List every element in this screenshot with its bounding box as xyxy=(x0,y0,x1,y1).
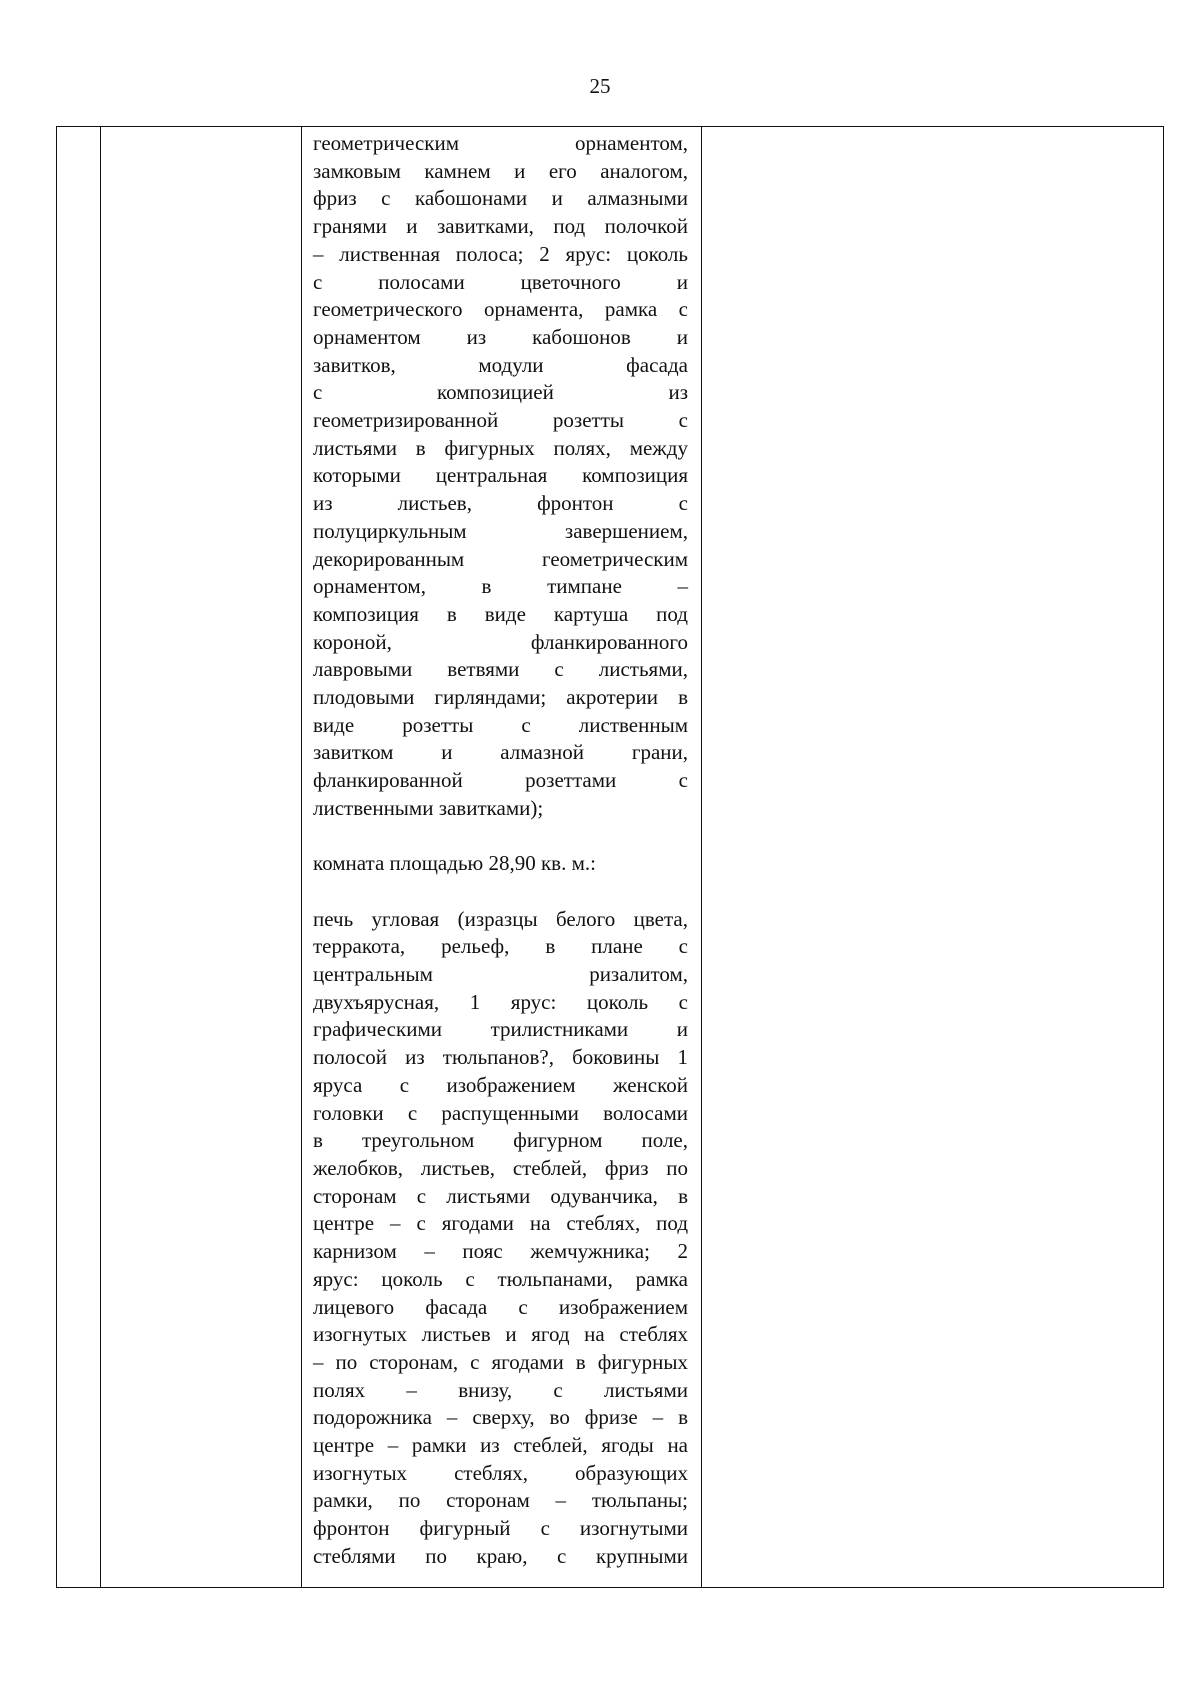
text-line: полях – внизу, с листьями xyxy=(313,1377,688,1402)
text-line: с композицией из xyxy=(313,380,688,405)
paragraph-gap xyxy=(313,878,688,906)
column-divider-3 xyxy=(701,127,702,1587)
text-line: декорированным геометрическим xyxy=(313,546,688,571)
text-line: плодовыми гирляндами; акротерии в xyxy=(313,685,688,710)
text-line: карнизом – пояс жемчужника; 2 xyxy=(313,1239,688,1264)
text-line: головки с распущенными волосами xyxy=(313,1100,688,1125)
text-line: листьями в фигурных полях, между xyxy=(313,435,688,460)
text-line: из листьев, фронтон с xyxy=(313,491,688,516)
text-line: ярус: цоколь с тюльпанами, рамка xyxy=(313,1266,688,1291)
text-line: двухъярусная, 1 ярус: цоколь с xyxy=(313,989,688,1014)
text-line: лиственными завитками); xyxy=(313,795,544,820)
page-number: 25 xyxy=(589,74,611,98)
column-divider-1 xyxy=(100,127,101,1587)
text-line: композиция в виде картуша под xyxy=(313,601,688,626)
text-line: замковым камнем и его аналогом, xyxy=(313,158,688,183)
text-line: – лиственная полоса; 2 ярус: цоколь xyxy=(313,241,688,266)
text-line: рамки, по сторонам – тюльпаны; xyxy=(313,1488,688,1513)
text-line: центральным ризалитом, xyxy=(313,962,688,987)
text-line: лицевого фасада с изображением xyxy=(313,1294,688,1319)
text-line: в треугольном фигурном поле, xyxy=(313,1128,688,1153)
text-line: фриз с кабошонами и алмазными xyxy=(313,186,688,211)
text-line: печь угловая (изразцы белого цвета, xyxy=(313,906,688,931)
text-line: геометрического орнамента, рамка с xyxy=(313,297,688,322)
text-line: стеблями по краю, с крупными xyxy=(313,1543,688,1568)
description-block-1 xyxy=(313,130,688,823)
text-line: терракота, рельеф, в плане с xyxy=(313,934,688,959)
room-heading: комната площадью 28,90 кв. м.: xyxy=(313,851,596,876)
description-block-2 xyxy=(313,906,688,1571)
text-line: с полосами цветочного и xyxy=(313,269,688,294)
text-line: изогнутых листьев и ягод на стеблях xyxy=(313,1322,688,1347)
text-line: подорожника – сверху, во фризе – в xyxy=(313,1405,688,1430)
text-line: полосой из тюльпанов?, боковины 1 xyxy=(313,1045,688,1070)
text-line: лавровыми ветвями с листьями, xyxy=(313,657,688,682)
text-line: геометризированной розетты с xyxy=(313,408,688,433)
text-line: завитком и алмазной грани, xyxy=(313,740,688,765)
text-line: яруса с изображением женской xyxy=(313,1072,688,1097)
text-line: изогнутых стеблях, образующих xyxy=(313,1460,688,1485)
document-table xyxy=(56,126,1164,1588)
column-divider-2 xyxy=(301,127,302,1587)
text-line: – по сторонам, с ягодами в фигурных xyxy=(313,1349,688,1374)
paragraph-gap xyxy=(313,823,688,851)
text-line: геометрическим орнаментом, xyxy=(313,131,688,155)
text-line: полуциркульным завершением, xyxy=(313,518,688,543)
text-line: графическими трилистниками и xyxy=(313,1017,688,1042)
text-line: центре – с ягодами на стеблях, под xyxy=(313,1211,688,1236)
text-line: гранями и завитками, под полочкой xyxy=(313,214,688,239)
text-line: короной, фланкированного xyxy=(313,629,688,654)
text-line: фланкированной розеттами с xyxy=(313,768,688,793)
text-line: орнаментом, в тимпане – xyxy=(313,574,688,599)
text-line: которыми центральная композиция xyxy=(313,463,688,488)
text-line: фронтон фигурный с изогнутыми xyxy=(313,1516,688,1541)
text-line: центре – рамки из стеблей, ягоды на xyxy=(313,1433,688,1458)
description-cell xyxy=(313,130,688,1571)
text-line: орнаментом из кабошонов и xyxy=(313,324,688,349)
text-line: виде розетты с лиственным xyxy=(313,712,688,737)
text-line: сторонам с листьями одуванчика, в xyxy=(313,1183,688,1208)
text-line: завитков, модули фасада xyxy=(313,352,688,377)
text-line: желобков, листьев, стеблей, фриз по xyxy=(313,1155,688,1180)
